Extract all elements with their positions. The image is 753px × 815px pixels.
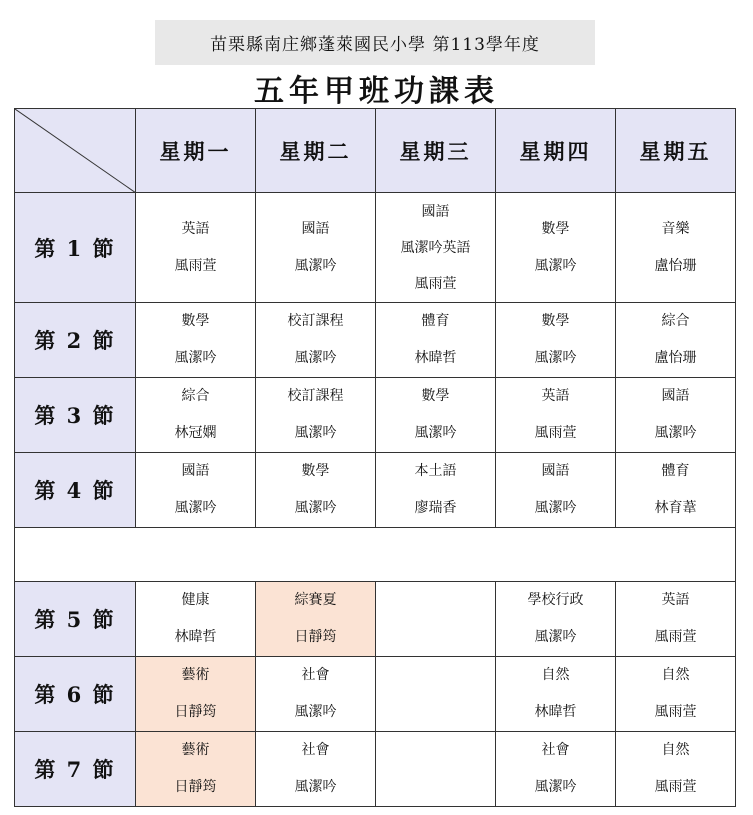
period-label: 第 1 節 [15, 193, 136, 303]
subject-text: 校訂課程 [287, 388, 344, 404]
class-cell-mon [136, 453, 256, 528]
class-cell-thu [496, 453, 616, 528]
teacher-text: 風雨萱 [414, 275, 457, 292]
class-cell-fri [616, 582, 736, 657]
class-cell-fri [616, 303, 736, 378]
subject-text: 數學 [181, 313, 210, 329]
teacher-text: 風雨萱 [174, 257, 217, 274]
subject-text: 數學 [301, 463, 330, 479]
day-header-tue: 星期二 [256, 109, 376, 193]
class-cell-wed [376, 582, 496, 657]
period-label: 第 2 節 [15, 303, 136, 378]
teacher-text: 風潔吟 [294, 350, 337, 366]
subject-text: 體育 [421, 313, 450, 329]
class-cell-wed [376, 453, 496, 528]
day-header-thu: 星期四 [496, 109, 616, 193]
teacher-text: 日靜筠 [174, 779, 217, 795]
class-cell-fri [616, 378, 736, 453]
subject-text: 音樂 [661, 220, 690, 237]
class-cell-tue [256, 657, 376, 732]
teacher-text: 風潔吟 [294, 779, 337, 795]
class-cell-tue [256, 193, 376, 303]
subject-text: 體育 [661, 463, 690, 479]
period-row [15, 732, 736, 807]
class-cell-tue [256, 732, 376, 807]
subject-text: 自然 [661, 667, 690, 683]
teacher-text: 風潔吟 [414, 425, 457, 441]
teacher-text: 盧怡珊 [654, 350, 697, 366]
day-header-mon: 星期一 [136, 109, 256, 193]
subject-text: 國語 [181, 463, 210, 479]
teacher-text: 風潔吟 [174, 500, 217, 516]
class-cell-mon [136, 303, 256, 378]
teacher-text: 廖瑞香 [414, 500, 457, 516]
teacher-text: 林冠嫻 [174, 425, 217, 441]
class-cell-tue [256, 582, 376, 657]
timetable [14, 108, 736, 807]
day-header-row [15, 109, 736, 193]
teacher-text: 盧怡珊 [654, 257, 697, 274]
class-cell-thu [496, 657, 616, 732]
subject-text: 綜合 [661, 313, 690, 329]
class-cell-mon [136, 732, 256, 807]
subject-text: 國語 [301, 220, 330, 237]
class-cell-wed [376, 657, 496, 732]
subject-text: 英語 [541, 388, 570, 404]
class-cell-wed [376, 378, 496, 453]
teacher-text: 風雨萱 [534, 425, 577, 441]
subject-text: 健康 [181, 592, 210, 608]
period-label: 第 5 節 [15, 582, 136, 657]
teacher-text: 林暐哲 [174, 629, 217, 645]
period-row [15, 657, 736, 732]
class-cell-fri [616, 732, 736, 807]
subject-text: 社會 [301, 742, 330, 758]
subject-text: 社會 [301, 667, 330, 683]
class-cell-fri [616, 657, 736, 732]
teacher-text: 林育葦 [654, 500, 697, 516]
teacher-text: 風潔吟 [294, 704, 337, 720]
class-cell-wed [376, 193, 496, 303]
subject-text: 數學 [541, 220, 570, 237]
subject-text: 數學 [541, 313, 570, 329]
period-label: 第 4 節 [15, 453, 136, 528]
teacher-text: 風潔吟 [294, 500, 337, 516]
subject-text: 自然 [661, 742, 690, 758]
period-label: 第 7 節 [15, 732, 136, 807]
lunch-break-row [15, 528, 736, 582]
class-cell-mon [136, 193, 256, 303]
class-cell-mon [136, 582, 256, 657]
day-header-wed: 星期三 [376, 109, 496, 193]
class-cell-thu [496, 193, 616, 303]
subject-text: 本土語 [414, 463, 457, 479]
teacher-text: 風潔吟 [654, 425, 697, 441]
teacher-text: 林暐哲 [414, 350, 457, 366]
period-row [15, 582, 736, 657]
teacher-text: 日靜筠 [294, 629, 337, 645]
subject-text: 英語 [181, 220, 210, 237]
subject-text: 英語 [661, 592, 690, 608]
diagonal-line-icon [15, 109, 136, 193]
teacher-text: 風雨萱 [654, 704, 697, 720]
period-row [15, 453, 736, 528]
teacher-text: 林暐哲 [534, 704, 577, 720]
period-row [15, 378, 736, 453]
class-cell-thu [496, 582, 616, 657]
class-cell-mon [136, 378, 256, 453]
class-cell-fri [616, 193, 736, 303]
teacher-text: 風潔吟英語 [400, 239, 471, 256]
subject-text: 校訂課程 [287, 313, 344, 329]
day-header-fri: 星期五 [616, 109, 736, 193]
class-cell-fri [616, 453, 736, 528]
teacher-text: 風潔吟 [534, 257, 577, 274]
subject-text: 自然 [541, 667, 570, 683]
class-cell-tue [256, 453, 376, 528]
subject-text: 國語 [541, 463, 570, 479]
teacher-text: 日靜筠 [174, 704, 217, 720]
teacher-text: 風潔吟 [534, 350, 577, 366]
lunch-break-cell [15, 528, 736, 582]
subject-text: 數學 [421, 388, 450, 404]
school-name-banner: 苗栗縣南庄鄉蓬萊國民小學 第113學年度 [155, 20, 595, 65]
teacher-text: 風潔吟 [294, 257, 337, 274]
class-cell-tue [256, 378, 376, 453]
subject-text: 國語 [661, 388, 690, 404]
class-cell-wed [376, 303, 496, 378]
class-cell-tue [256, 303, 376, 378]
period-label: 第 3 節 [15, 378, 136, 453]
subject-text: 國語 [421, 203, 450, 220]
class-cell-thu [496, 303, 616, 378]
teacher-text: 風雨萱 [654, 629, 697, 645]
subject-text: 藝術 [181, 667, 210, 683]
subject-text: 藝術 [181, 742, 210, 758]
teacher-text: 風潔吟 [294, 425, 337, 441]
period-row [15, 193, 736, 303]
teacher-text: 風潔吟 [534, 779, 577, 795]
period-row [15, 303, 736, 378]
page-title: 五年甲班功課表 [254, 74, 499, 109]
teacher-text: 風潔吟 [174, 350, 217, 366]
teacher-text: 風潔吟 [534, 500, 577, 516]
class-cell-thu [496, 378, 616, 453]
subject-text: 綜賽夏 [294, 592, 337, 608]
teacher-text: 風潔吟 [534, 629, 577, 645]
subject-text: 學校行政 [527, 592, 584, 608]
subject-text: 綜合 [181, 388, 210, 404]
class-cell-mon [136, 657, 256, 732]
teacher-text: 風雨萱 [654, 779, 697, 795]
corner-cell [15, 109, 136, 193]
class-cell-thu [496, 732, 616, 807]
subject-text: 社會 [541, 742, 570, 758]
period-label: 第 6 節 [15, 657, 136, 732]
class-cell-wed [376, 732, 496, 807]
